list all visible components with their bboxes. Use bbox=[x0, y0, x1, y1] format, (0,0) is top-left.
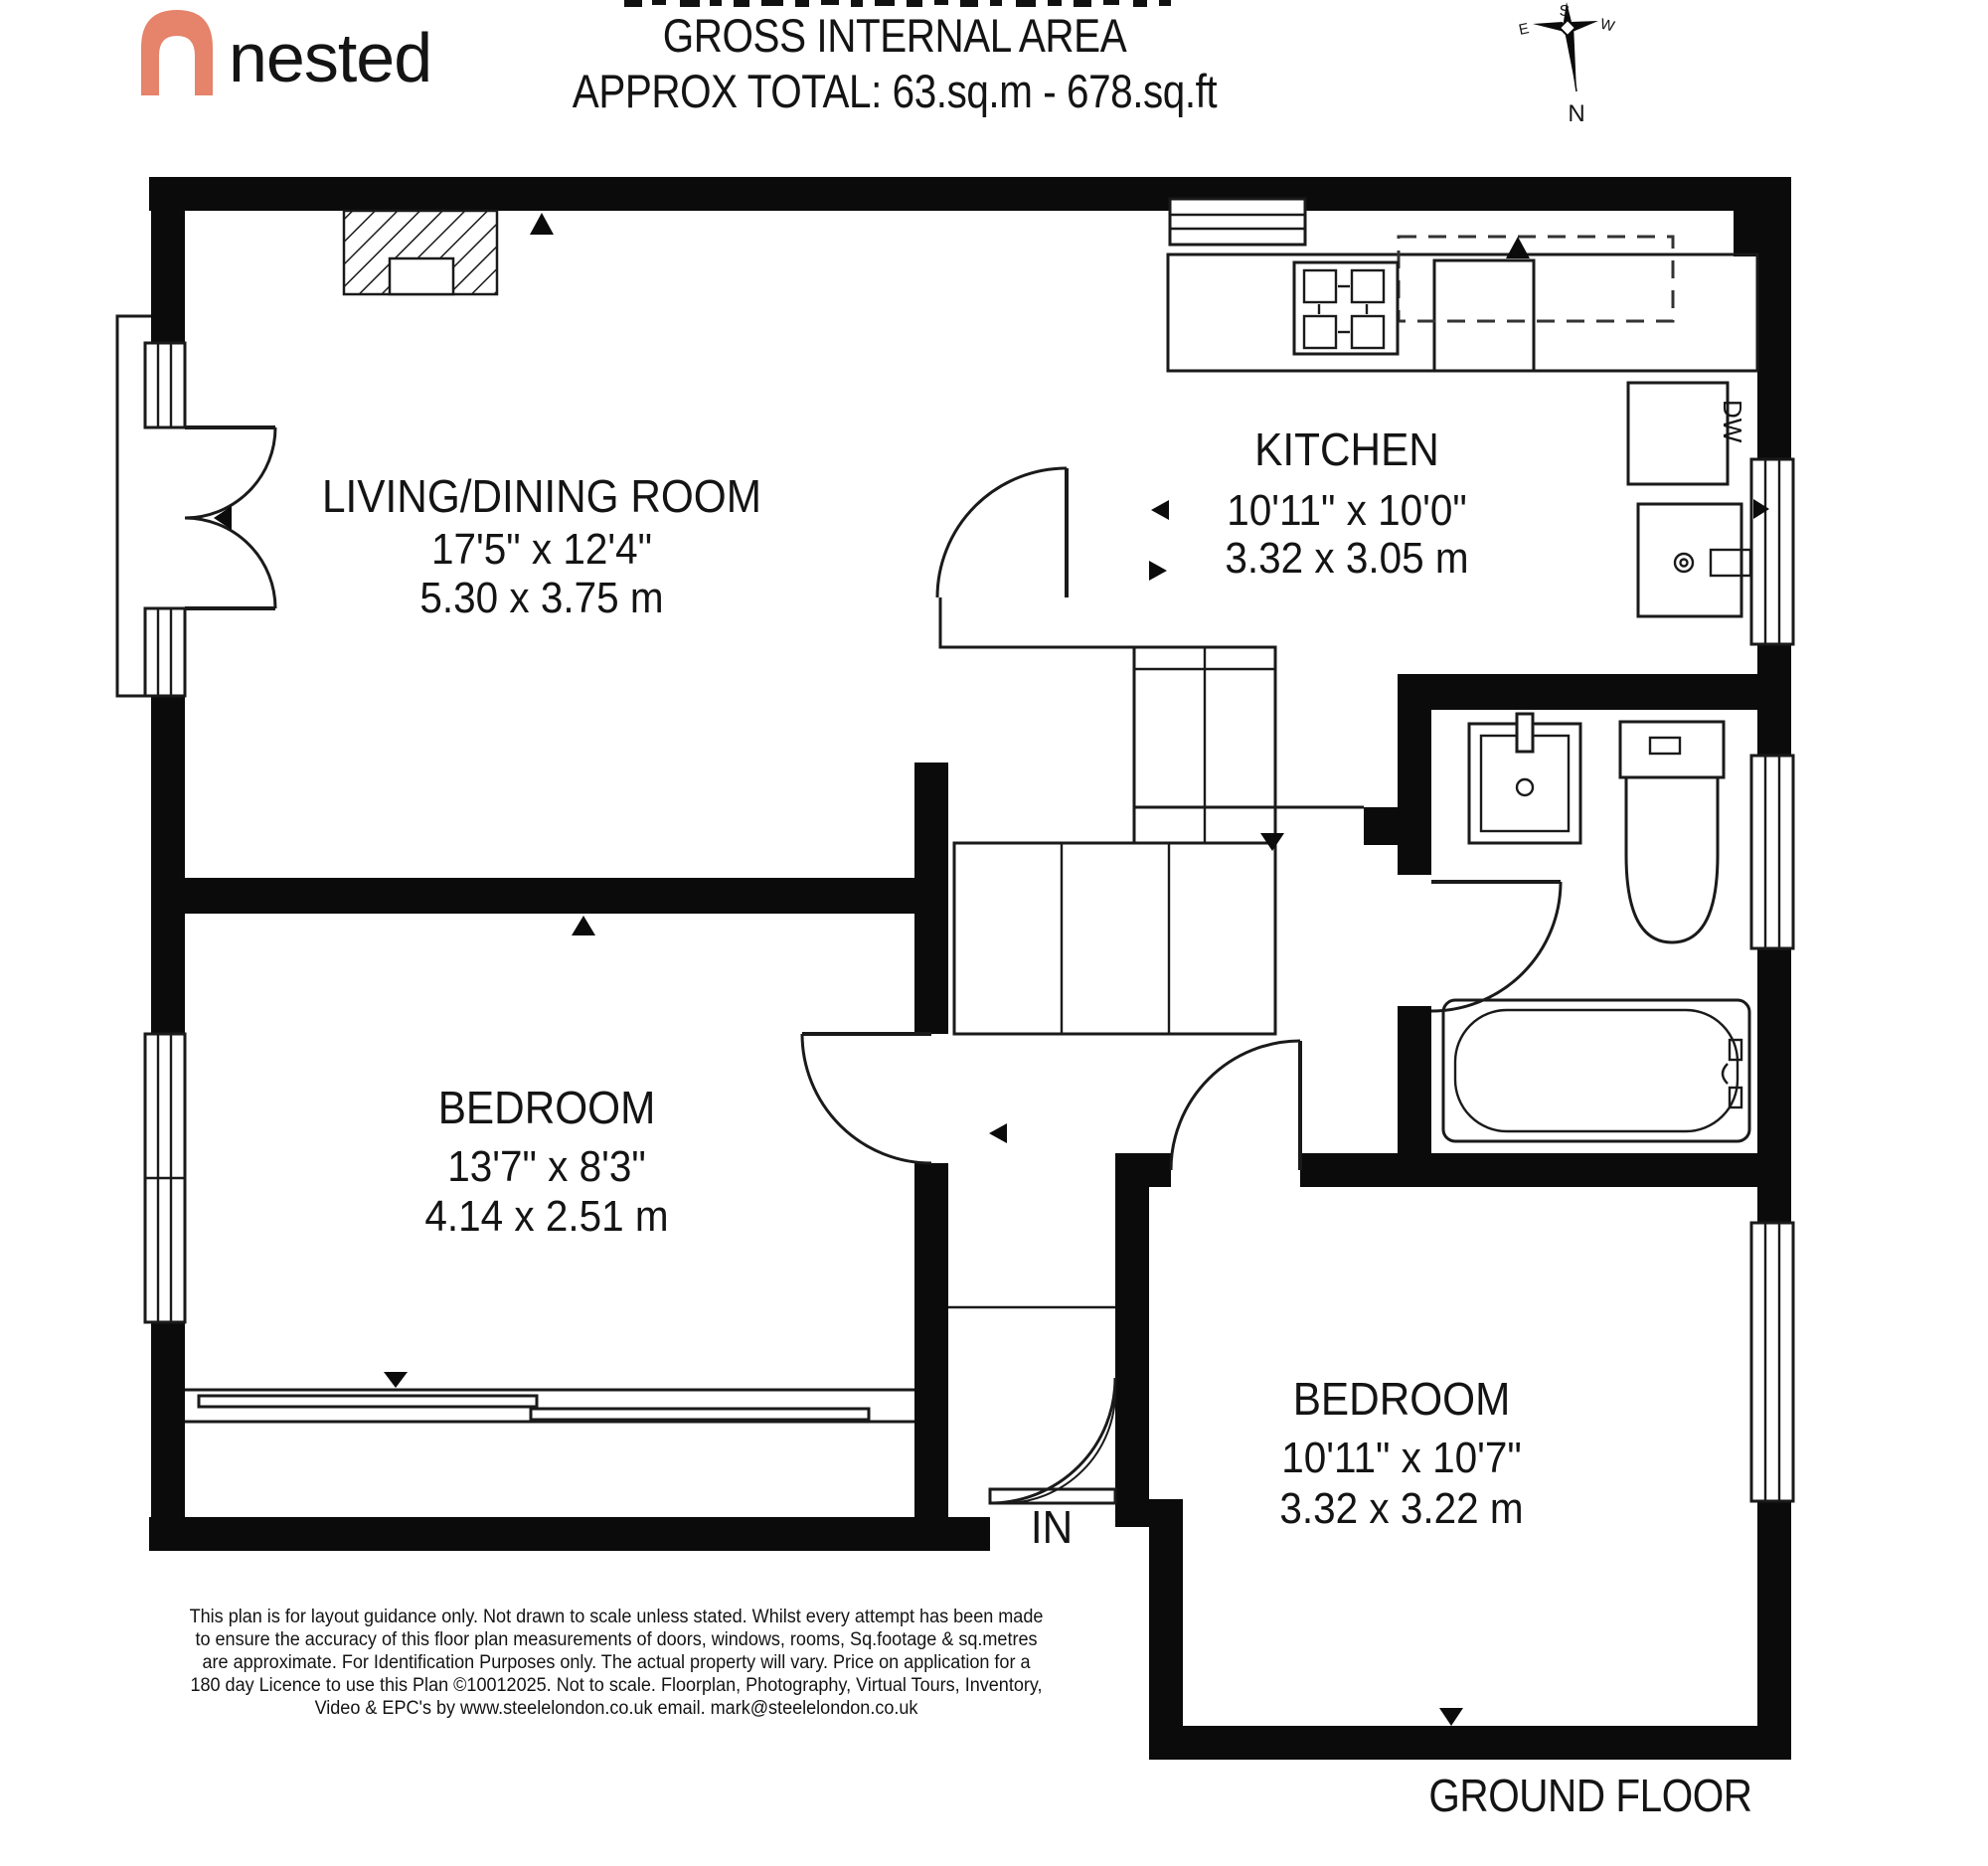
compass-south: S bbox=[1559, 3, 1571, 20]
bedroom1-name: BEDROOM bbox=[437, 1083, 656, 1134]
living-room-imperial: 17'5" x 12'4" bbox=[431, 524, 652, 574]
wall-right-a bbox=[1757, 211, 1791, 459]
bedroom2-metric: 3.32 x 3.22 m bbox=[1279, 1483, 1524, 1533]
wall-left-a bbox=[151, 177, 185, 343]
floor-label: GROUND FLOOR bbox=[1428, 1771, 1752, 1822]
compass-east: E bbox=[1517, 20, 1531, 39]
kitchen-imperial: 10'11" x 10'0" bbox=[1227, 485, 1467, 535]
disclaimer-line-3: are approximate. For Identification Purposes only. The actual property will vary. Price on application for a bbox=[202, 1650, 1031, 1673]
wall-right-d bbox=[1757, 1501, 1791, 1760]
bedroom2-name: BEDROOM bbox=[1292, 1374, 1511, 1426]
window-living-left-1 bbox=[145, 343, 185, 427]
kitchen-name: KITCHEN bbox=[1254, 424, 1439, 476]
wall-bed2-left-b bbox=[1149, 1527, 1183, 1726]
bedroom1-imperial: 13'7" x 8'3" bbox=[447, 1141, 646, 1191]
label-kitchen bbox=[1225, 424, 1468, 582]
bedroom1-metric: 4.14 x 2.51 m bbox=[424, 1191, 669, 1241]
disclaimer-line-1: This plan is for layout guidance only. Not drawn to scale unless stated. Whilst every attempt has been made bbox=[189, 1605, 1044, 1627]
label-bedroom1 bbox=[424, 1083, 668, 1240]
window-bedroom1-left bbox=[145, 1034, 185, 1322]
wall-top bbox=[149, 177, 1791, 211]
wall-bed1-right-b bbox=[914, 1163, 948, 1517]
wall-bed2-left-a bbox=[1115, 1187, 1149, 1499]
wall-left-d bbox=[151, 1322, 185, 1551]
label-bedroom2 bbox=[1279, 1374, 1523, 1532]
living-room-metric: 5.30 x 3.75 m bbox=[419, 573, 664, 622]
disclaimer-line-5: Video & EPC's by www.steelelondon.co.uk email. mark@steelelondon.co.uk bbox=[314, 1696, 918, 1719]
wall-living-bed1-divider bbox=[151, 878, 914, 914]
wall-bed2-bottom bbox=[1149, 1726, 1791, 1760]
approx-total-title: APPROX TOTAL: 63.sq.m - 678.sq.ft bbox=[572, 66, 1218, 118]
gross-internal-area-title: GROSS INTERNAL AREA bbox=[662, 10, 1127, 63]
disclaimer-line-2: to ensure the accuracy of this floor plan measurements of doors, windows, rooms, Sq.footage & sq.metres bbox=[195, 1627, 1038, 1650]
dishwasher-label: DW bbox=[1718, 400, 1747, 443]
wall-bottom-left bbox=[149, 1517, 990, 1551]
kitchen-metric: 3.32 x 3.05 m bbox=[1225, 533, 1469, 583]
bedroom2-imperial: 10'11" x 10'7" bbox=[1281, 1433, 1522, 1482]
wall-bed1-right-a bbox=[914, 763, 948, 1034]
wall-bath-bed2-right bbox=[1300, 1153, 1757, 1187]
wall-left-c bbox=[151, 914, 185, 1034]
entrance-label: IN bbox=[1030, 1502, 1074, 1554]
disclaimer-block bbox=[190, 1606, 1044, 1719]
disclaimer-line-4: 180 day Licence to use this Plan ©10012025. Not to scale. Floorplan, Photography, Virtual Tours, Inventory, bbox=[190, 1673, 1043, 1696]
wall-kitchen-bath-divider bbox=[1398, 674, 1757, 710]
brand-wordmark: nested bbox=[229, 19, 432, 96]
wall-hall-bath-lower bbox=[1398, 1006, 1431, 1153]
window-bedroom2-right bbox=[1751, 1223, 1793, 1501]
chimney-breast bbox=[344, 211, 497, 294]
wall-right-c bbox=[1757, 948, 1791, 1223]
wall-hall-stub bbox=[1364, 807, 1431, 845]
wall-bed2-notch bbox=[1115, 1499, 1183, 1527]
window-bathroom-right bbox=[1751, 756, 1793, 948]
wall-bath-bed2-left bbox=[1115, 1153, 1171, 1187]
window-living-left-2 bbox=[145, 608, 185, 696]
window-kitchen-right bbox=[1751, 459, 1793, 644]
compass-west: W bbox=[1598, 15, 1617, 36]
wall-right-b bbox=[1757, 644, 1791, 756]
wall-left-b bbox=[151, 696, 185, 878]
window-kitchen-top bbox=[1170, 199, 1305, 245]
living-room-name: LIVING/DINING ROOM bbox=[322, 471, 761, 523]
compass-north: N bbox=[1568, 100, 1585, 127]
